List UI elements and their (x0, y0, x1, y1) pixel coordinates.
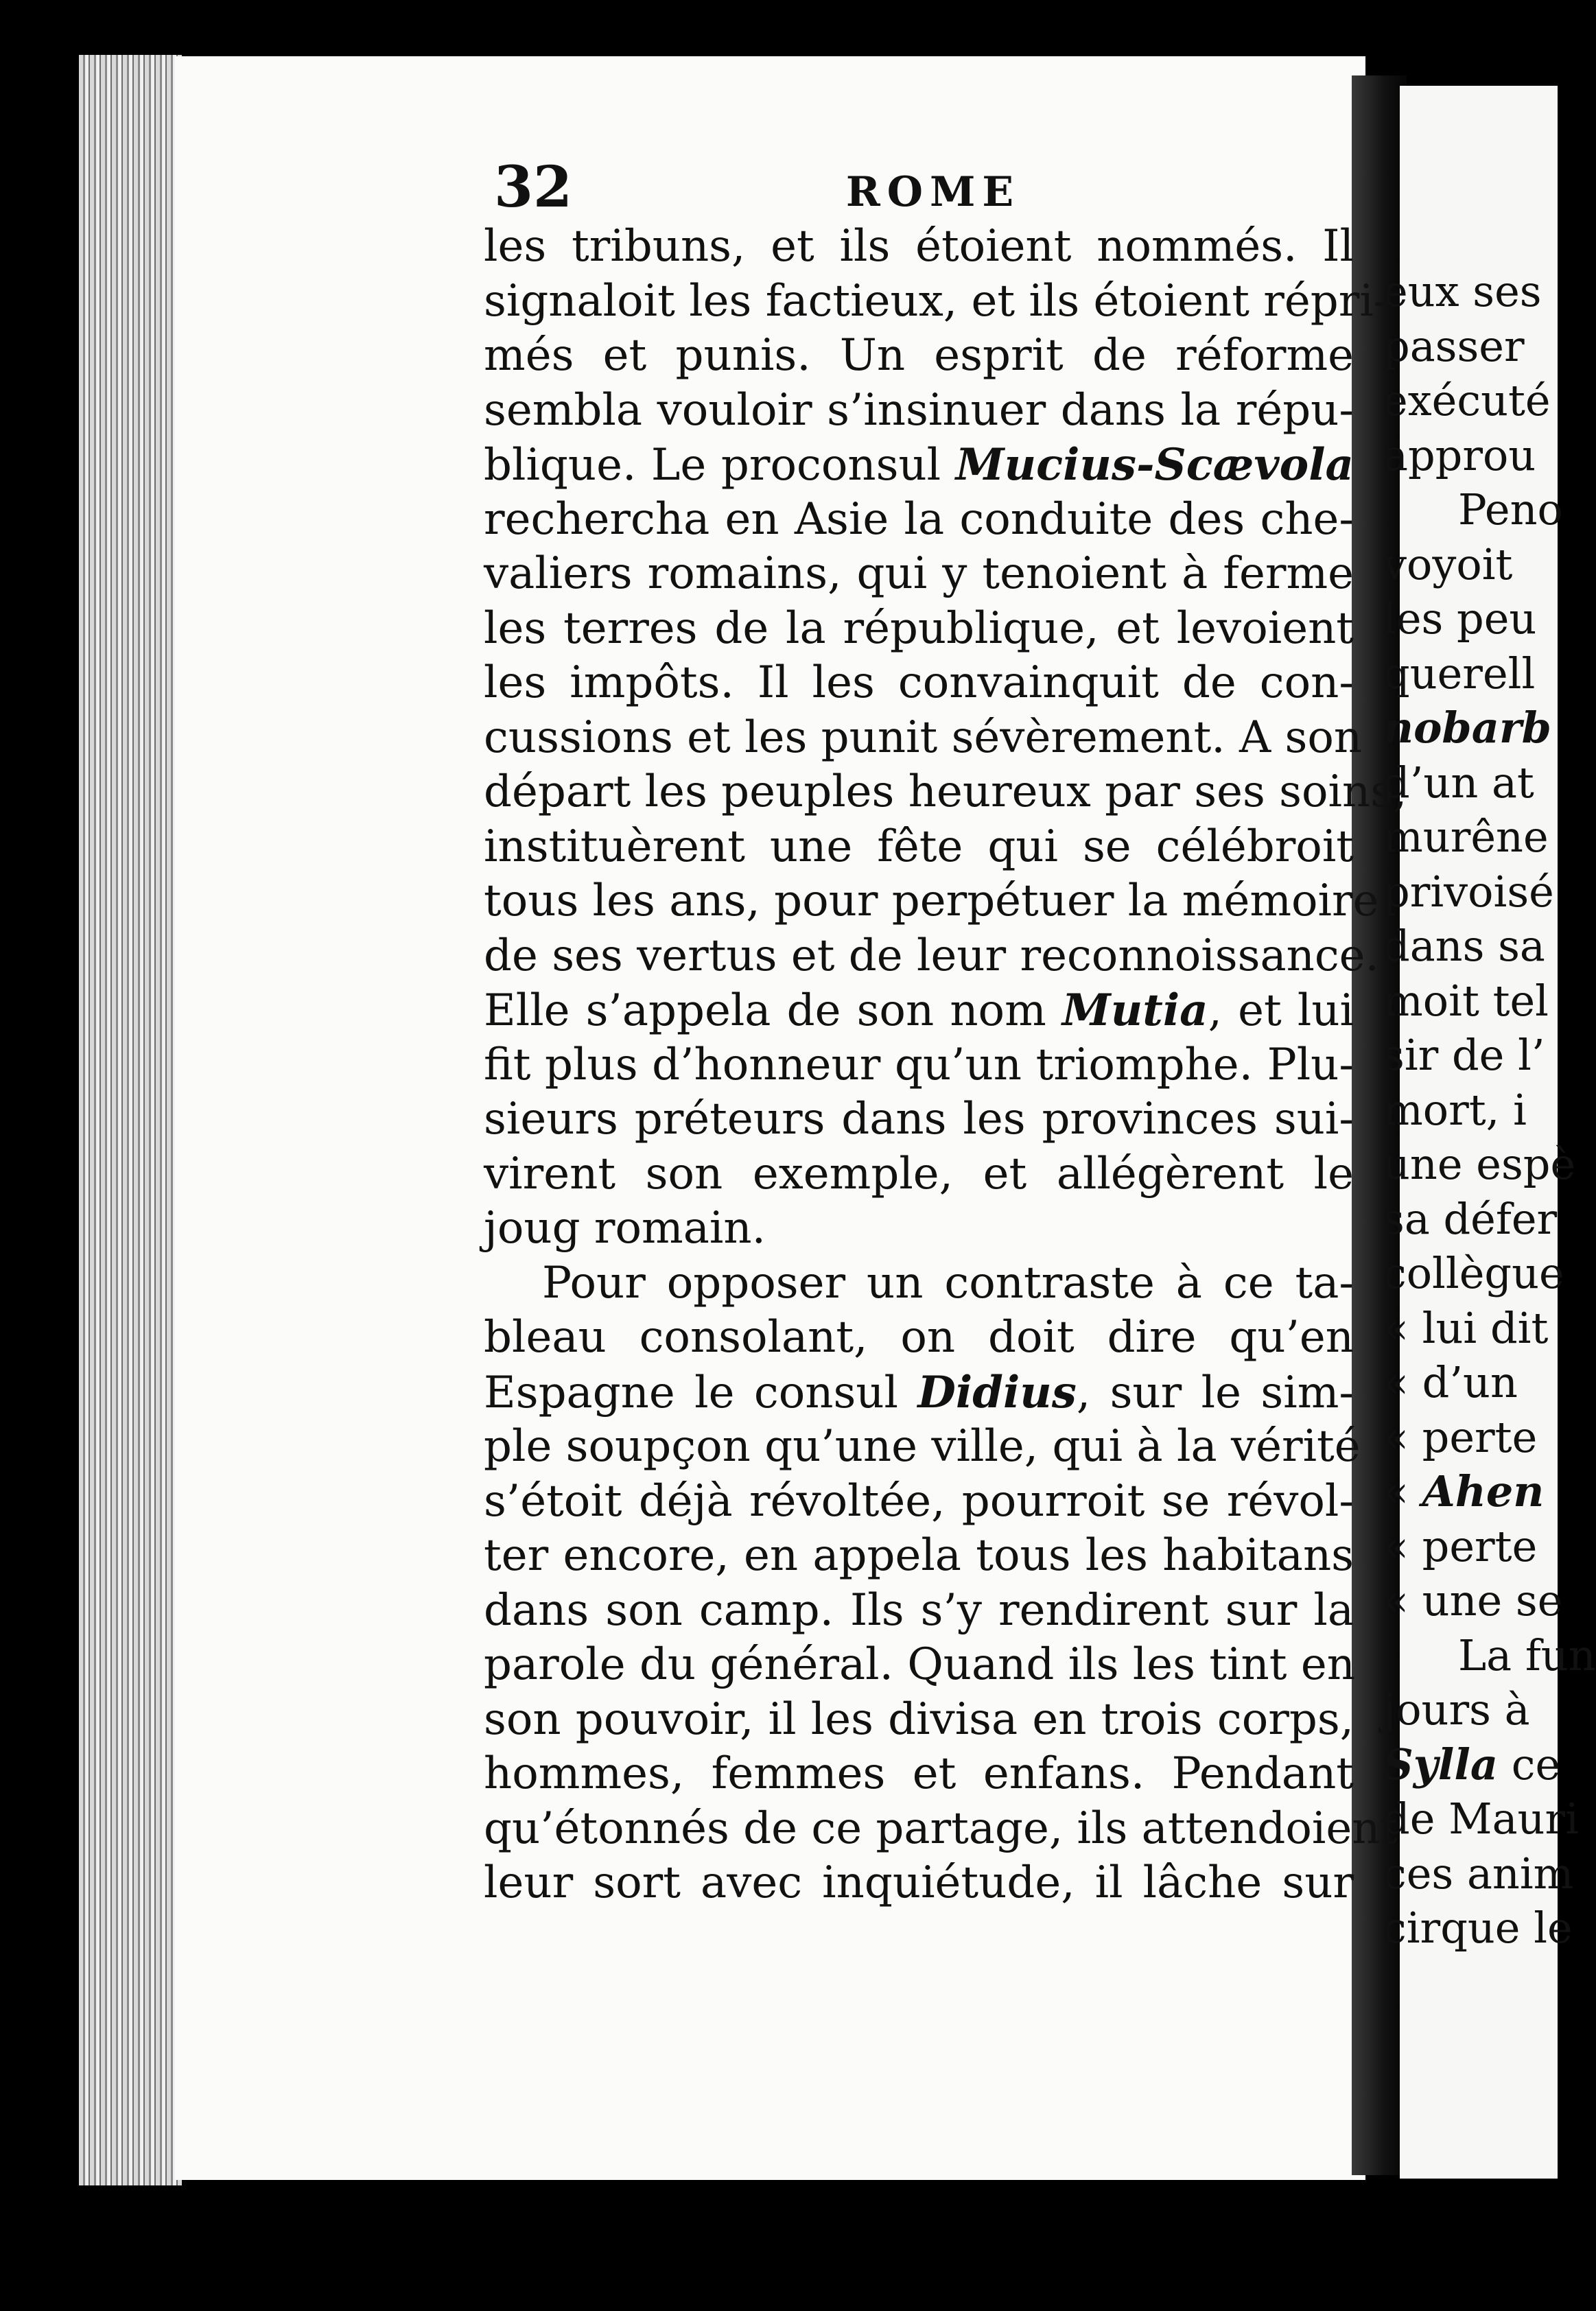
line-text: départ les peuples heureux par ses soins, (484, 766, 1407, 817)
text-line (484, 1802, 1398, 1857)
line-text: les peu (1383, 594, 1537, 644)
line-text: sa défer (1383, 1193, 1558, 1244)
line-text: « perte (1383, 1411, 1538, 1462)
line-text: instituèrent une fête qui se célébroit (484, 821, 1354, 872)
line-text: hommes, femmes et enfans. Pendant (484, 1748, 1354, 1799)
text-line (484, 1693, 1354, 1748)
right-line (1383, 1301, 1561, 1356)
text-line (484, 711, 1363, 766)
text-line (484, 1584, 1354, 1639)
line-text: dans son camp. Ils s’y rendirent sur la (484, 1584, 1354, 1636)
right-line (1383, 701, 1561, 755)
text-line (484, 1092, 1354, 1147)
line-text: parole du général. Quand ils les tint en (484, 1639, 1355, 1690)
text-line (484, 1856, 1354, 1911)
right-line (1383, 482, 1561, 537)
text-line (484, 1365, 1354, 1420)
right-line (1383, 537, 1561, 592)
text-line (484, 438, 1354, 493)
right-line (1383, 1792, 1579, 1846)
line-text: privoisé (1383, 866, 1554, 917)
line-text: tous les ans, pour perpétuer la mémoire (484, 876, 1379, 926)
line-text: ter encore, en appela tous les habitans (484, 1530, 1354, 1581)
line-text: s’étoit déjà révoltée, pourroit se révol- (484, 1475, 1354, 1527)
text-line (484, 929, 1379, 984)
page-edges (79, 55, 182, 2185)
line-text: passer (1383, 320, 1525, 371)
right-line (1383, 646, 1561, 701)
line-text: Pour opposer un contraste à ce ta- (542, 1257, 1354, 1309)
text-line (484, 1529, 1354, 1584)
right-line (1383, 755, 1561, 810)
line-text: sir de l’ (1383, 1030, 1545, 1080)
line-text: més et punis. Un esprit de réforme (484, 330, 1354, 381)
line-text: « d’un (1383, 1357, 1518, 1407)
text-line (484, 820, 1354, 875)
line-text: joug romain. (484, 1203, 766, 1254)
text-line (484, 1747, 1354, 1802)
line-text: « (1383, 1466, 1422, 1516)
right-line (1383, 1246, 1564, 1301)
italic-name: Sylla (1383, 1739, 1499, 1790)
right-line (1383, 1410, 1561, 1465)
right-line (1383, 865, 1561, 919)
line-text-after: , sur le sim- (1076, 1367, 1354, 1418)
text-line (484, 602, 1354, 657)
text-line (484, 384, 1354, 438)
line-text: « une se (1383, 1575, 1563, 1626)
right-line (1383, 1083, 1561, 1138)
right-line (1383, 919, 1561, 974)
line-text-after: , et lui (1208, 985, 1354, 1036)
line-text: eux ses (1383, 266, 1542, 316)
text-line (484, 983, 1354, 1038)
italic-name: nobarb (1383, 703, 1551, 753)
right-line (1383, 1846, 1574, 1901)
italic-name: Ahen (1422, 1466, 1545, 1516)
italic-name: Didius (917, 1366, 1077, 1418)
text-line (484, 765, 1407, 820)
text-line (484, 547, 1354, 602)
line-text: bleau consolant, on doit dire qu’en (484, 1312, 1354, 1363)
line-text: signaloit les factieux, et ils étoient répri- (484, 275, 1389, 327)
line-text: murêne (1383, 812, 1549, 862)
text-line (484, 1638, 1354, 1693)
right-line (1383, 1137, 1576, 1192)
line-text: Espagne le consul (484, 1367, 918, 1418)
line-text: Elle s’appela de son nom (484, 985, 1062, 1036)
line-text: collègue (1383, 1248, 1564, 1298)
line-text: mort, i (1383, 1084, 1527, 1135)
line-text: sieurs préteurs dans les provinces sui- (484, 1094, 1354, 1145)
right-line (1383, 373, 1561, 428)
line-text: virent son exemple, et allégèrent le (484, 1148, 1354, 1199)
line-text: d’un at (1383, 757, 1534, 808)
line-text: voyoit (1383, 539, 1513, 589)
right-line (1383, 810, 1561, 865)
line-text: exécuté (1383, 375, 1551, 425)
line-text: ces anim (1383, 1848, 1574, 1899)
text-line (484, 329, 1354, 384)
line-text: blique. Le proconsul (484, 440, 956, 491)
line-text: La fun (1458, 1630, 1596, 1680)
running-title: ROME (845, 168, 1021, 216)
line-text: fit plus d’honneur qu’un triomphe. Plu- (484, 1039, 1354, 1090)
right-line (1383, 1628, 1596, 1683)
right-line (1383, 1901, 1573, 1956)
line-text-after: ce (1498, 1739, 1561, 1790)
line-text: approu (1383, 430, 1536, 480)
line-text: moit tel (1383, 975, 1549, 1026)
line-text: jours à (1383, 1685, 1530, 1735)
line-text: de Mauri (1383, 1794, 1579, 1844)
line-text: sembla vouloir s’insinuer dans la répu- (484, 384, 1354, 436)
text-line (484, 656, 1354, 711)
right-line (1383, 1355, 1561, 1410)
right-line (1383, 264, 1561, 319)
line-text: leur sort avec inquiétude, il lâche sur (484, 1857, 1354, 1908)
line-text: cussions et les punit sévèrement. A son (484, 712, 1363, 763)
line-text: « perte (1383, 1521, 1538, 1571)
text-line (484, 274, 1389, 329)
text-line (484, 493, 1354, 548)
right-line (1383, 974, 1561, 1029)
right-page-text (1383, 264, 1596, 1956)
line-text: Peno (1458, 484, 1563, 535)
text-line (484, 1201, 1354, 1256)
line-text: rechercha en Asie la conduite des che- (484, 493, 1354, 545)
line-text: ple soupçon qu’une ville, qui à la vérité (484, 1421, 1361, 1472)
text-line (484, 1147, 1354, 1202)
right-line (1383, 319, 1561, 374)
line-text: dans sa (1383, 921, 1545, 971)
italic-name: Mucius-Scævola (955, 439, 1354, 491)
line-text: les terres de la république, et levoient (484, 602, 1354, 654)
text-line (484, 1420, 1361, 1475)
text-line (484, 1311, 1354, 1365)
right-line (1383, 1464, 1561, 1519)
right-line (1383, 428, 1561, 483)
line-text: de ses vertus et de leur reconnoissance. (484, 930, 1379, 981)
line-text: les impôts. Il les convainquit de con- (484, 657, 1354, 708)
left-page-text (484, 220, 1407, 1911)
line-text: les tribuns, et ils étoient nommés. Il (484, 221, 1354, 272)
italic-name: Mutia (1061, 985, 1208, 1036)
text-line (484, 1256, 1354, 1311)
text-line (484, 1038, 1354, 1093)
right-line (1383, 1192, 1561, 1247)
line-text: « lui dit (1383, 1302, 1549, 1353)
page-number: 32 (494, 154, 573, 220)
right-line (1383, 1682, 1561, 1737)
right-line (1383, 1028, 1561, 1083)
right-line (1383, 1519, 1561, 1574)
text-line (484, 220, 1354, 274)
text-line (484, 874, 1379, 929)
line-text: qu’étonnés de ce partage, ils attendoient (484, 1803, 1398, 1854)
text-line (484, 1475, 1354, 1529)
right-line (1383, 591, 1561, 646)
line-text: valiers romains, qui y tenoient à ferme (484, 548, 1354, 599)
line-text: querell (1383, 648, 1536, 699)
right-line (1383, 1573, 1561, 1628)
line-text: son pouvoir, il les divisa en trois corps, (484, 1693, 1354, 1745)
line-text: cirque le (1383, 1903, 1573, 1953)
right-line (1383, 1737, 1561, 1792)
line-text: une espè (1383, 1139, 1576, 1189)
